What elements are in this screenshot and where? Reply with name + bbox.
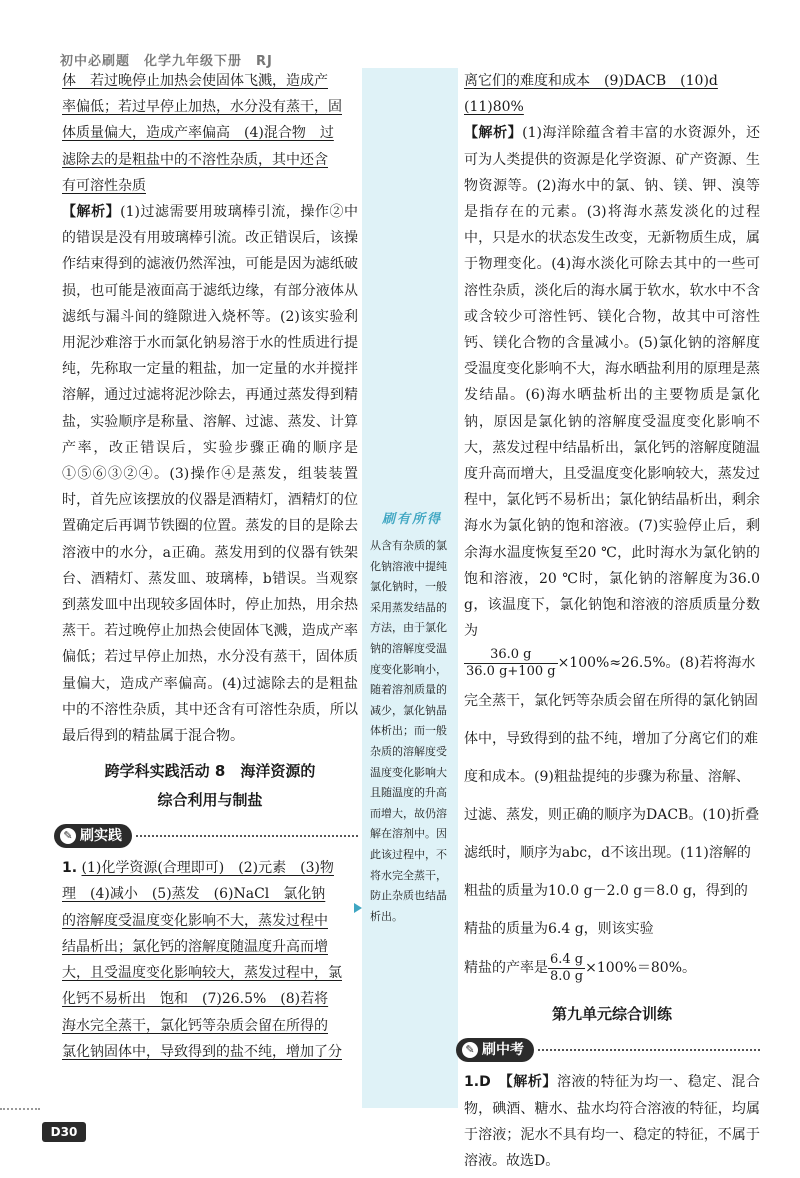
analysis-paragraph	[62, 199, 358, 749]
answer-line: 滤除去的是粗盐中的不溶性杂质，其中还含	[62, 151, 328, 168]
answer-line: 氯化钠固体中，导致得到的盐不纯，增加了分	[62, 1043, 342, 1060]
analysis-text: (1)海洋除蕴含着丰富的水资源外，还可为人类提供的资源是化学资源、矿产资源、生物资源等。(2)海水中的氯、钠、镁、钾、溴等是指存在的元素。(3)将海水蒸发淡化的过程中，只是水的状态发生改变，无新物质生成，属于物理变化。(4)海水淡化可除去其中的一些可溶性杂质，淡化后的海水属于软水，软水中不含或含较少可溶性钙、镁化合物，故其中可溶性钙、镁化合物的含量减小。(5)氯化钠的溶解度受温度变化影响不大，海水晒盐利用的原理是蒸发结晶。(6)海水晒盐析出的主要物质是氯化钠，原因是氯化钠的溶解度受温度变化影响不大，蒸发过程中结晶析出，氯化钙的溶解度随温度升高而增大，且受温度变化影响较大，蒸发过程中，氯化钙不易析出；氯化钠结晶析出，剩余海水为氯化钠的饱和溶液。(7)实验停止后，剩余海水温度恢复至20 ℃，此时海水为氯化钠的饱和溶液，20 ℃时，氯化钠的溶解度为36.0 g，该温度下，氯化钠饱和溶液的溶质质量分数为	[464, 125, 760, 640]
pencil-icon: ✎	[60, 828, 76, 844]
tip-sidebar	[362, 68, 458, 1108]
pencil-icon: ✎	[462, 1042, 478, 1058]
tip-text: 从含有杂质的氯化钠溶液中提纯氯化钠时，一般采用蒸发结晶的方法，由于氯化钠的溶解度受温度变化影响小，随着溶剂质量的减少，氯化钠晶体析出；而一般杂质的溶解度受温度变化影响大且随温度的升高而增大，故仍溶解在溶剂中。因此该过程中，不将水完全蒸干，防止杂质也结晶析出。	[370, 539, 447, 923]
answer-line: 体 若过晚停止加热会使固体飞溅，造成产	[62, 73, 328, 89]
fraction-denominator: 36.0 g+100 g	[466, 663, 556, 679]
analysis-label: 【解析】	[62, 204, 121, 221]
answer-line: 大，且受温度变化影响较大，蒸发过程中，氯	[62, 965, 342, 982]
answer-line: 的溶解度受温度变化影响不大，蒸发过程中	[62, 912, 328, 929]
fraction	[548, 952, 585, 985]
analysis-label: 【解析】	[505, 1074, 557, 1091]
page-dots	[0, 1108, 40, 1110]
answer-line: 体质量偏大，造成产率偏高 (4)混合物 过	[62, 125, 334, 142]
fraction	[464, 647, 558, 680]
question-number: 1.	[62, 860, 78, 877]
page-number: D30	[42, 1122, 86, 1142]
right-column	[464, 68, 760, 1174]
badge-label: 刷中考	[482, 1042, 524, 1059]
analysis-text: (1)过滤需要用玻璃棒引流，操作②中的错误是没有用玻璃棒引流。改正错误后，该操作结束得到的滤液仍然浑浊，可能是因为滤纸破损，也可能是液面高于滤纸边缘，有部分液体从滤纸与漏斗间的缝隙进入烧杯等。(2)该实验利用泥沙难溶于水而氯化钠易溶于水的性质进行提纯，先称取一定量的粗盐，加一定量的水并搅拌溶解，通过过滤将泥沙除去，再通过蒸发得到精盐，实验顺序是称量、溶解、过滤、蒸发、计算产率，改正错误后，实验步骤正确的顺序是①⑤⑥③②④。(3)操作④是蒸发，组装装置时，首先应该摆放的仪器是酒精灯，酒精灯的位置确定后再调节铁圈的位置。蒸发的目的是除去溶液中的水分，a正确。蒸发用到的仪器有铁架台、酒精灯、蒸发皿、玻璃棒，b错误。当观察到蒸发皿中出现较多固体时，停止加热，用余热蒸干。若过晚停止加热会使固体飞溅，造成产率偏低；若过早停止加热，水分没有蒸干，固体质量偏大，造成产率偏高。(4)过滤除去的是粗盐中的不溶性杂质，其中还含有可溶性杂质，所以最后得到的精盐属于混合物。	[62, 204, 358, 745]
section-title-line2: 综合利用与制盐	[157, 791, 263, 810]
formula-line	[464, 948, 760, 988]
question-number: 1.	[464, 1074, 480, 1091]
fraction-numerator: 36.0 g	[464, 647, 558, 664]
answer-line: 结晶析出；氯化钙的溶解度随温度升高而增	[62, 938, 328, 955]
running-header: 初中必刷题 化学九年级下册 RJ	[60, 54, 273, 69]
formula-lead: 精盐的产率是	[464, 960, 548, 977]
analysis-text: (8)若将海水完全蒸干，氯化钙等杂质会留在所得的氯化钠固体中，导致得到的盐不纯，增加了分离它们的难度和成本。(9)粗盐提纯的步骤为称量、溶解、过滤、蒸发，则正确的顺序为DACB。(10)折叠滤纸时，顺序为abc，d不该出现。(11)溶解的粗盐的质量为10.0 g－2.0 g＝8.0 g，得到的精盐的质量为6.4 g，则该实验	[464, 655, 760, 938]
tip-title: 刷有所得	[381, 512, 442, 527]
dotted-rule	[538, 1049, 760, 1051]
answer-line: 离它们的难度和成本 (9)DACB (10)d	[464, 73, 718, 89]
formula-result: ×100%≈26.5%。	[557, 655, 680, 672]
left-column	[62, 68, 358, 1065]
fraction-denominator: 8.0 g	[550, 968, 584, 984]
answer-line: 海水完全蒸干，氯化钙等杂质会留在所得的	[62, 1017, 328, 1034]
analysis-paragraph	[464, 120, 760, 644]
formula-result: ×100%＝80%。	[585, 960, 697, 977]
analysis-text: 溶液的特征为均一、稳定、混合物，碘酒、糖水、盐水均符合溶液的特征，均属于溶液；泥水不具有均一、稳定的特征，不属于溶液。故选D。	[464, 1074, 761, 1170]
section-title: 跨学科实践活动 8 海洋资源的	[104, 762, 316, 781]
practice-badge	[54, 823, 358, 849]
formula-line	[464, 644, 760, 948]
answer-choice: D	[479, 1074, 491, 1091]
dotted-rule	[136, 835, 358, 837]
analysis-label: 【解析】	[464, 125, 523, 142]
answer-line: 化钙不易析出 饱和 (7)26.5% (8)若将	[62, 991, 329, 1008]
answer-line: 有可溶性杂质	[62, 177, 146, 194]
fraction-numerator: 6.4 g	[550, 951, 584, 967]
answer-line: 率偏低；若过早停止加热，水分没有蒸干，固	[62, 99, 342, 116]
question-1-answer	[62, 855, 358, 881]
badge-label: 刷实践	[80, 828, 122, 845]
answer-line: 理 (4)减小 (5)蒸发 (6)NaCl 氯化钠	[62, 886, 326, 903]
answer-line: (11)80%	[464, 99, 524, 116]
answer-line: (1)化学资源(合理即可) (2)元素 (3)物	[81, 860, 334, 877]
section-title: 第九单元综合训练	[551, 1005, 672, 1024]
question-1-analysis	[464, 1069, 760, 1174]
arrow-marker-icon	[354, 903, 362, 913]
exam-badge	[456, 1037, 760, 1063]
